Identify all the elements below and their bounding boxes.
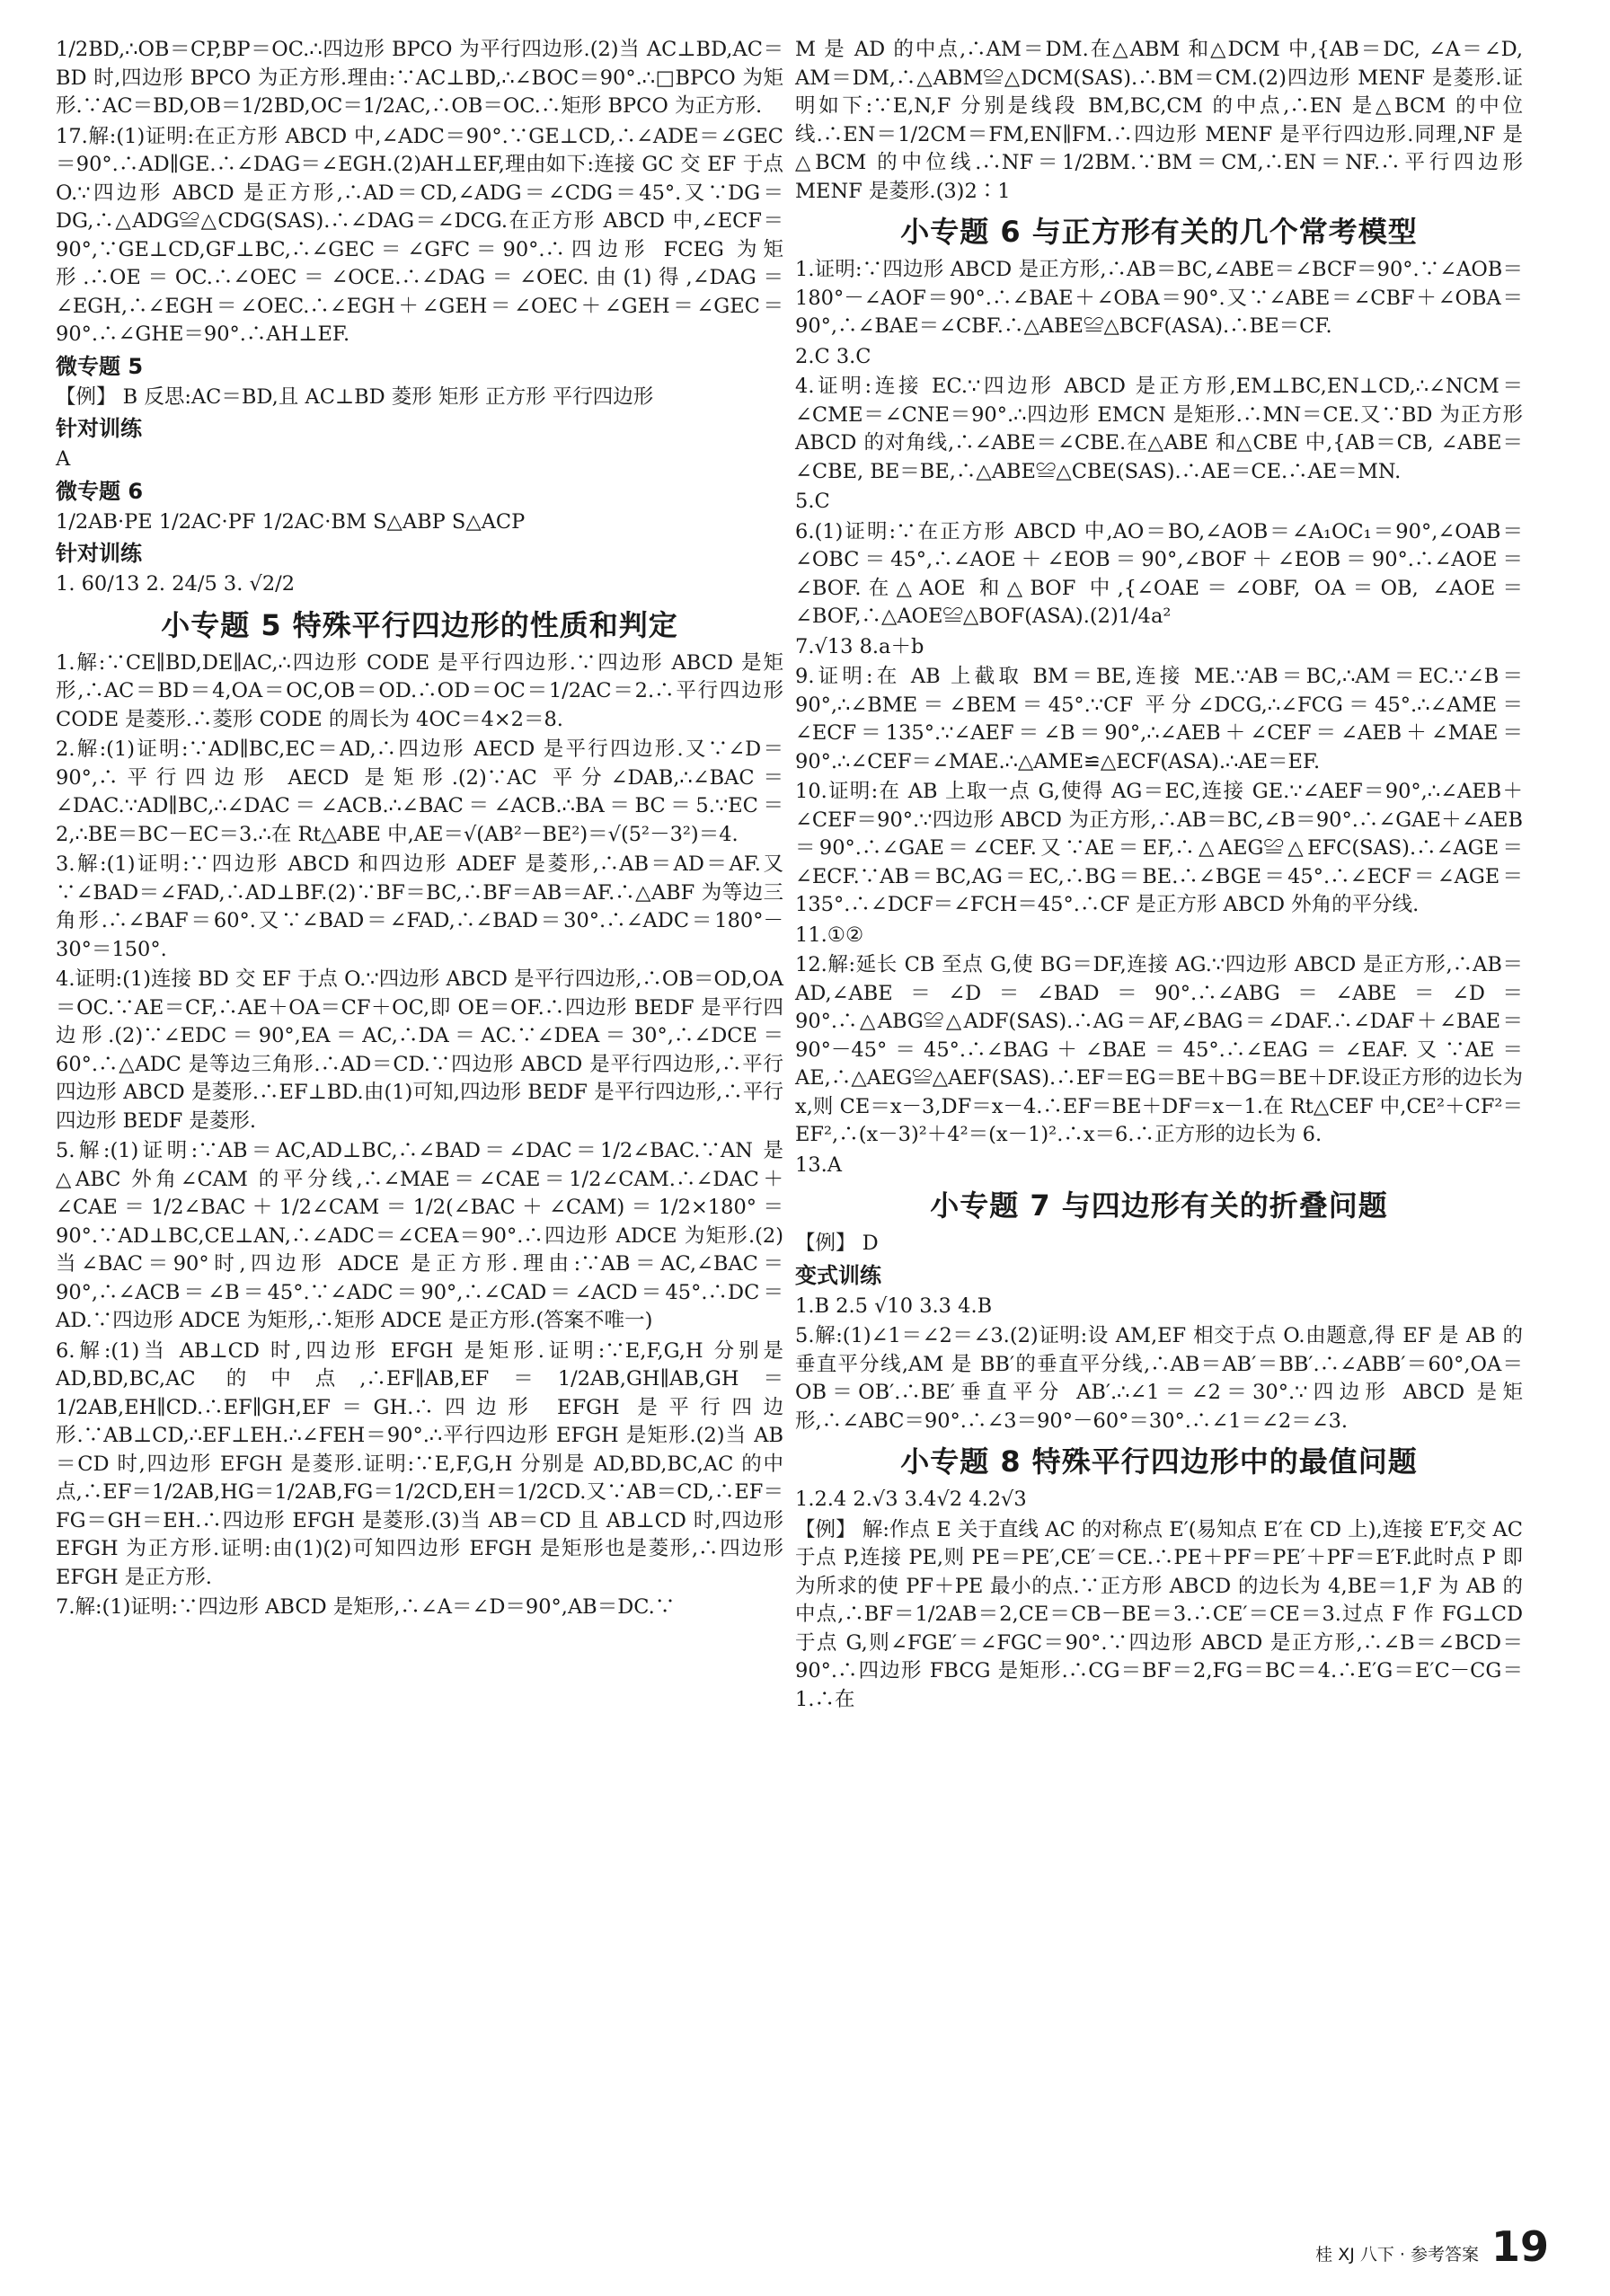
answer-paragraph: 1. 60/13 2. 24/5 3. √2/2 xyxy=(56,572,296,596)
sub-heading: 微专题 6 xyxy=(56,478,144,504)
answer-paragraph: M 是 AD 的中点,∴AM＝DM.在△ABM 和△DCM 中,{AB＝DC, ∠A＝∠D, AM＝DM,∴△ABM≌△DCM(SAS).∴BM＝CM.(2)四边形 MENF 是菱形.证明如下:∵E,N,F 分别是线段 BM,BC,CM 的中点,∴EN 是△BCM 的中位线.∴EN＝1/2CM＝FM,EN∥FM.∴四边形 MENF 是平行四边形.同理,NF 是△BCM 的中位线.∴NF＝1/2BM.∵BM＝CM,∴EN＝NF.∴平行四边形 MENF 是菱形.(3)2∶1 xyxy=(795,38,1523,203)
section-title: 小专题 8 特殊平行四边形中的最值问题 xyxy=(900,1444,1418,1479)
answer-paragraph: 5.C xyxy=(795,490,830,513)
answer-paragraph: 【例】 解:作点 E 关于直线 AC 的对称点 E′(易知点 E′在 CD 上),连接 E′F,交 AC 于点 P,连接 PE,则 PE＝PE′,CE′＝CE.∴PE＋PF＝PE′＋PF＝E′F.此时点 P 即为所求的使 PF＋PE 最小的点.∵正方形 ABCD 的边长为 4,BE＝1,F 为 AB 的中点,∴BF＝1/2AB＝2,CE＝CB－BE＝3.∴CE′＝CE＝3.过点 F 作 FG⊥CD 于点 G,则∠FGE′＝∠FGC＝90°.∵四边形 ABCD 是正方形,∴∠B＝∠BCD＝90°.∴四边形 FBCG 是矩形.∴CG＝BF＝2,FG＝BC＝4.∴E′G＝E′C－CG＝1.∴在 xyxy=(795,1517,1523,1711)
footer-label: 桂 XJ 八下 · 参考答案 xyxy=(1315,2245,1479,2265)
sub-heading: 针对训练 xyxy=(56,541,142,566)
answer-paragraph: 10.证明:在 AB 上取一点 G,使得 AG＝EC,连接 GE.∵∠AEF＝90°,∴∠AEB＋∠CEF＝90°.∵四边形 ABCD 为正方形,∴AB＝BC,∠B＝90°.∴∠GAE＋∠AEB＝90°.∴∠GAE＝∠CEF.又∵AE＝EF,∴△AEG≌△EFC(SAS).∴∠AGE＝∠ECF.∵AB＝BC,AG＝EC,∴BG＝BE.∴∠BGE＝45°.∴∠ECF＝∠AGE＝135°.∴∠DCF＝∠FCH＝45°.∴CF 是正方形 ABCD 外角的平分线. xyxy=(795,780,1523,916)
answer-paragraph: 1/2BD,∴OB＝CP,BP＝OC.∴四边形 BPCO 为平行四边形.(2)当 AC⊥BD,AC＝BD 时,四边形 BPCO 为正方形.理由:∵AC⊥BD,∴∠BOC＝90°.∴□BPCO 为矩形.∵AC＝BD,OB＝1/2BD,OC＝1/2AC,∴OB＝OC.∴矩形 BPCO 为正方形. xyxy=(56,38,783,118)
answer-paragraph: 4.证明:(1)连接 BD 交 EF 于点 O.∵四边形 ABCD 是平行四边形,∴OB＝OD,OA＝OC.∵AE＝CF,∴AE＋OA＝CF＋OC,即 OE＝OF.∴四边形 BEDF 是平行四边形.(2)∵∠EDC＝90°,EA＝AC,∴DA＝AC.∵∠DEA＝30°,∴∠DCE＝60°.∴△ADC 是等边三角形.∴AD＝CD.∵四边形 ABCD 是平行四边形,∴平行四边形 ABCD 是菱形.∴EF⊥BD.由(1)可知,四边形 BEDF 是平行四边形,∴平行四边形 BEDF 是菱形. xyxy=(56,967,783,1133)
sub-heading: 微专题 5 xyxy=(56,353,144,379)
answer-paragraph: 5.解:(1)证明:∵AB＝AC,AD⊥BC,∴∠BAD＝∠DAC＝1/2∠BAC.∵AN 是△ABC 外角∠CAM 的平分线,∴∠MAE＝∠CAE＝1/2∠CAM.∴∠DAC＋∠CAE＝1/2∠BAC＋1/2∠CAM＝1/2(∠BAC＋∠CAM)＝1/2×180°＝90°.∵AD⊥BC,CE⊥AN,∴∠ADC＝∠CEA＝90°.∴四边形 ADCE 为矩形.(2)当∠BAC＝90°时,四边形 ADCE 是正方形.理由:∵AB＝AC,∠BAC＝90°,∴∠ACB＝∠B＝45°.∵∠ADC＝90°,∴∠CAD＝∠ACD＝45°.∴DC＝AD.∵四边形 ADCE 为矩形,∴矩形 ADCE 是正方形.(答案不唯一) xyxy=(56,1139,783,1332)
answer-paragraph: 9.证明:在 AB 上截取 BM＝BE,连接 ME.∵AB＝BC,∴AM＝EC.∵∠B＝90°,∴∠BME＝∠BEM＝45°.∵CF 平分∠DCG,∴∠FCG＝45°.∴∠AME＝∠ECF＝135°.∵∠AEF＝∠B＝90°,∴∠AEB＋∠CEF＝∠AEB＋∠MAE＝90°.∴∠CEF＝∠MAE.∴△AME≌△ECF(ASA).∴AE＝EF. xyxy=(795,665,1523,773)
left-column xyxy=(56,36,783,1624)
answer-paragraph: 7.√13 8.a＋b xyxy=(795,634,924,658)
answer-paragraph: 【例】 B 反思:AC＝BD,且 AC⊥BD 菱形 矩形 正方形 平行四边形 xyxy=(56,384,654,409)
answer-paragraph: 12.解:延长 CB 至点 G,使 BG＝DF,连接 AG.∵四边形 ABCD 是正方形,∴AB＝AD,∠ABE＝∠D＝∠BAD＝90°.∴∠ABG＝∠ABE＝∠D＝90°.∴△ABG≌△ADF(SAS).∴AG＝AF,∠BAG＝∠DAF.∴∠DAF＋∠BAE＝90°－45°＝45°.∴∠BAG＋∠BAE＝45°.∴∠EAG＝∠EAF.又∵AE＝AE,∴△AEG≌△AEF(SAS).∴EF＝EG＝BE＋BG＝BE＋DF.设正方形的边长为 x,则 CE＝x－3,DF＝x－4.∴EF＝BE＋DF＝x－1.在 Rt△CEF 中,CE²＋CF²＝EF²,∴(x－3)²＋4²＝(x－1)².∴x＝6.∴正方形的边长为 6. xyxy=(795,953,1523,1146)
answer-paragraph: 1.解:∵CE∥BD,DE∥AC,∴四边形 CODE 是平行四边形.∵四边形 ABCD 是矩形,∴AC＝BD＝4,OA＝OC,OB＝OD.∴OD＝OC＝1/2AC＝2.∴平行四边形 CODE 是菱形.∴菱形 CODE 的周长为 4OC＝4×2＝8. xyxy=(56,650,783,731)
section-title: 小专题 5 特殊平行四边形的性质和判定 xyxy=(161,607,678,642)
section-title: 小专题 7 与四边形有关的折叠问题 xyxy=(930,1188,1388,1223)
right-column xyxy=(795,36,1523,1716)
page-footer xyxy=(1315,2224,1549,2269)
answer-paragraph: 1.B 2.5 √10 3.3 4.B xyxy=(795,1294,993,1318)
answer-paragraph: A xyxy=(56,447,71,471)
answer-paragraph: 4.证明:连接 EC.∵四边形 ABCD 是正方形,EM⊥BC,EN⊥CD,∴∠NCM＝∠CME＝∠CNE＝90°.∴四边形 EMCN 是矩形.∴MN＝CE.又∵BD 为正方形 ABCD 的对角线,∴∠ABE＝∠CBE.在△ABE 和△CBE 中,{AB＝CB, ∠ABE＝∠CBE, BE＝BE,∴△ABE≌△CBE(SAS).∴AE＝CE.∴AE＝MN. xyxy=(795,375,1523,483)
answer-paragraph: 【例】 D xyxy=(795,1232,879,1255)
sub-heading: 变式训练 xyxy=(795,1262,881,1288)
answer-paragraph: 7.解:(1)证明:∵四边形 ABCD 是矩形,∴∠A＝∠D＝90°,AB＝DC.∵ xyxy=(56,1595,676,1619)
answer-paragraph: 6.解:(1)当 AB⊥CD 时,四边形 EFGH 是矩形.证明:∵E,F,G,H 分别是 AD,BD,BC,AC 的中点,∴EF∥AB,EF＝1/2AB,GH∥AB,GH＝1/2AB,EH∥CD.∴EF∥GH,EF＝GH.∴四边形 EFGH 是平行四边形.∵AB⊥CD,∴EF⊥EH.∴∠FEH＝90°.∴平行四边形 EFGH 是矩形.(2)当 AB＝CD 时,四边形 EFGH 是菱形.证明:∵E,F,G,H 分别是 AD,BD,BC,AC 的中点,∴EF＝1/2AB,HG＝1/2AB,FG＝1/2CD,EH＝1/2CD.又∵AB＝CD,∴EF＝FG＝GH＝EH.∴四边形 EFGH 是菱形.(3)当 AB＝CD 且 AB⊥CD 时,四边形 EFGH 为正方形.证明:由(1)(2)可知四边形 EFGH 是矩形也是菱形,∴四边形 EFGH 是正方形. xyxy=(56,1338,783,1589)
sub-heading: 针对训练 xyxy=(56,416,142,441)
answer-paragraph: 2.C 3.C xyxy=(795,344,871,368)
answer-paragraph: 1.2.4 2.√3 3.4√2 4.2√3 xyxy=(795,1488,1027,1511)
answer-paragraph: 5.解:(1)∠1＝∠2＝∠3.(2)证明:设 AM,EF 相交于点 O.由题意,得 EF 是 AB 的垂直平分线,AM 是 BB′的垂直平分线,∴AB＝AB′＝BB′.∴∠ABB′＝60°,OA＝OB＝OB′.∴BE′垂直平分 AB′.∴∠1＝∠2＝30°.∵四边形 ABCD 是矩形,∴∠ABC＝90°.∴∠3＝90°－60°＝30°.∴∠1＝∠2＝∠3. xyxy=(795,1324,1523,1433)
answer-paragraph: 3.解:(1)证明:∵四边形 ABCD 和四边形 ADEF 是菱形,∴AB＝AD＝AF.又∵∠BAD＝∠FAD,∴AD⊥BF.(2)∵BF＝BC,∴BF＝AB＝AF.∴△ABF 为等边三角形.∴∠BAF＝60°.又∵∠BAD＝∠FAD,∴∠BAD＝30°.∴∠ADC＝180°－30°＝150°. xyxy=(56,852,783,961)
page-number: 19 xyxy=(1491,2222,1549,2271)
answer-paragraph: 1/2AB·PE 1/2AC·PF 1/2AC·BM S△ABP S△ACP xyxy=(56,509,526,534)
answer-paragraph: 2.解:(1)证明:∵AD∥BC,EC＝AD,∴四边形 AECD 是平行四边形.又∵∠D＝90°,∴平行四边形 AECD 是矩形.(2)∵AC 平分∠DAB,∴∠BAC＝∠DAC.∵AD∥BC,∴∠DAC＝∠ACB.∴∠BAC＝∠ACB.∴BA＝BC＝5.∵EC＝2,∴BE＝BC－EC＝3.∴在 Rt△ABE 中,AE＝√(AB²－BE²)＝√(5²－3²)＝4. xyxy=(56,737,783,846)
section-title: 小专题 6 与正方形有关的几个常考模型 xyxy=(900,215,1418,249)
answer-paragraph: 13.A xyxy=(795,1152,843,1177)
answer-paragraph: 6.(1)证明:∵在正方形 ABCD 中,AO＝BO,∠AOB＝∠A₁OC₁＝90°,∠OAB＝∠OBC＝45°,∴∠AOE＋∠EOB＝90°,∠BOF＋∠EOB＝90°.∴∠AOE＝∠BOF.在△AOE 和△BOF 中,{∠OAE＝∠OBF, OA＝OB, ∠AOE＝∠BOF,∴△AOE≌△BOF(ASA).(2)1/4a² xyxy=(795,519,1523,628)
answer-paragraph: 17.解:(1)证明:在正方形 ABCD 中,∠ADC＝90°.∵GE⊥CD,∴∠ADE＝∠GEC＝90°.∴AD∥GE.∴∠DAG＝∠EGH.(2)AH⊥EF,理由如下:连接 GC 交 EF 于点 O.∵四边形 ABCD 是正方形,∴AD＝CD,∠ADG＝∠CDG＝45°.又∵DG＝DG,∴△ADG≌△CDG(SAS).∴∠DAG＝∠DCG.在正方形 ABCD 中,∠ECF＝90°,∵GE⊥CD,GF⊥BC,∴∠GEC＝∠GFC＝90°.∴四边形 FCEG 为矩形.∴OE＝OC.∴∠OEC＝∠OCE.∴∠DAG＝∠OEC.由(1)得,∠DAG＝∠EGH,∴∠EGH＝∠OEC.∴∠EGH＋∠GEH＝∠OEC＋∠GEH＝∠GEC＝90°.∴∠GHE＝90°.∴AH⊥EF. xyxy=(56,124,783,346)
answer-paragraph: 11.①② xyxy=(795,923,864,947)
answer-paragraph: 1.证明:∵四边形 ABCD 是正方形,∴AB＝BC,∠ABE＝∠BCF＝90°.∵∠AOB＝180°－∠AOF＝90°.∴∠BAE＋∠OBA＝90°.又∵∠ABE＝∠CBF＋∠OBA＝90°,∴∠BAE＝∠CBF.∴△ABE≌△BCF(ASA).∴BE＝CF. xyxy=(795,258,1523,338)
